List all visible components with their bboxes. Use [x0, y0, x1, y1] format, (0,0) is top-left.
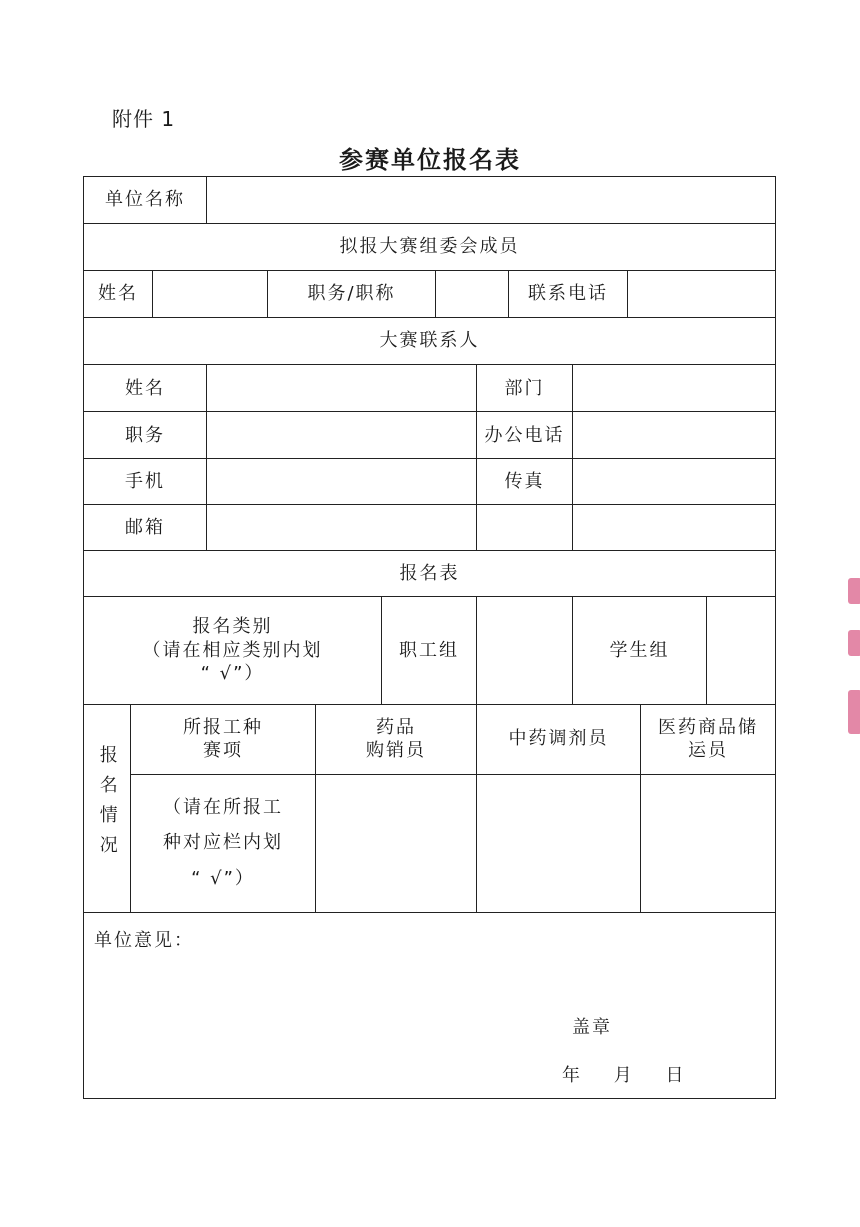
- form-title: 参赛单位报名表: [339, 146, 521, 174]
- committee-position-field[interactable]: [436, 271, 509, 318]
- category-label-line2: （请在相应类别内划: [142, 639, 323, 661]
- student-group-label: 学生组: [573, 597, 707, 704]
- contact-extra-field-2[interactable]: [573, 505, 776, 551]
- event-hint-line2: 种对应栏内划: [163, 832, 283, 854]
- stamp-mark-3: [848, 690, 860, 734]
- date-label: 年 月 日: [562, 1064, 698, 1086]
- contact-fax-field[interactable]: [573, 459, 776, 505]
- contact-dept-label: 部门: [477, 365, 573, 412]
- category-label-line1: 报名类别: [192, 616, 273, 638]
- contact-email-field[interactable]: [207, 505, 477, 551]
- event-hint-line3: “ √”）: [191, 867, 255, 889]
- job-storage-line1: 医药商品储: [658, 716, 759, 738]
- committee-position-label: 职务/职称: [268, 271, 436, 318]
- event-hint-cell: [131, 774, 316, 912]
- committee-name-field[interactable]: [153, 271, 268, 318]
- job-sales-checkbox[interactable]: [316, 774, 477, 912]
- job-header-storage: [641, 704, 776, 774]
- category-label-cell: [84, 597, 382, 704]
- unit-name-field[interactable]: [207, 177, 776, 224]
- contact-office-phone-field[interactable]: [573, 412, 776, 459]
- contact-position-label: 职务: [84, 412, 207, 459]
- registration-status-label: [84, 704, 131, 912]
- registration-section-header: 报名表: [84, 551, 776, 597]
- contact-fax-label: 传真: [477, 459, 573, 505]
- staff-group-label: 职工组: [382, 597, 477, 704]
- stamp-mark-1: [848, 578, 860, 604]
- event-hint-line1: （请在所报工: [163, 797, 283, 819]
- contact-name-label: 姓名: [84, 365, 207, 412]
- job-header-sales: [316, 704, 477, 774]
- contact-extra-field[interactable]: [477, 505, 573, 551]
- opinion-label: 单位意见：: [94, 929, 194, 951]
- seal-label: 盖章: [572, 1016, 612, 1038]
- committee-phone-field[interactable]: [628, 271, 776, 318]
- event-label-line2: 赛项: [203, 740, 243, 762]
- registration-status-text: 报名情况: [96, 744, 118, 865]
- job-sales-line2: 购销员: [366, 740, 426, 762]
- job-storage-checkbox[interactable]: [641, 774, 776, 912]
- contact-position-field[interactable]: [207, 412, 477, 459]
- contact-office-phone-label: 办公电话: [477, 412, 573, 459]
- event-label-line1: 所报工种: [183, 716, 263, 738]
- committee-name-label: 姓名: [84, 271, 153, 318]
- unit-opinion-box[interactable]: [84, 912, 776, 1098]
- staff-group-checkbox[interactable]: [477, 597, 573, 704]
- contact-mobile-field[interactable]: [207, 459, 477, 505]
- job-tcm-checkbox[interactable]: [477, 774, 641, 912]
- job-storage-line2: 运员: [688, 740, 729, 762]
- contact-dept-field[interactable]: [573, 365, 776, 412]
- category-label-line3: “ √”）: [200, 663, 265, 685]
- event-label-cell: [131, 704, 316, 774]
- registration-form: [83, 176, 776, 1099]
- job-header-tcm: 中药调剂员: [477, 704, 641, 774]
- committee-section-header: 拟报大赛组委会成员: [84, 224, 776, 271]
- job-sales-line1: 药品: [376, 716, 416, 738]
- stamp-mark-2: [848, 630, 860, 656]
- contact-name-field[interactable]: [207, 365, 477, 412]
- contact-section-header: 大赛联系人: [84, 318, 776, 365]
- unit-name-label: 单位名称: [84, 177, 207, 224]
- student-group-checkbox[interactable]: [707, 597, 776, 704]
- attachment-label: 附件 1: [112, 107, 176, 131]
- contact-email-label: 邮箱: [84, 505, 207, 551]
- contact-mobile-label: 手机: [84, 459, 207, 505]
- committee-phone-label: 联系电话: [509, 271, 628, 318]
